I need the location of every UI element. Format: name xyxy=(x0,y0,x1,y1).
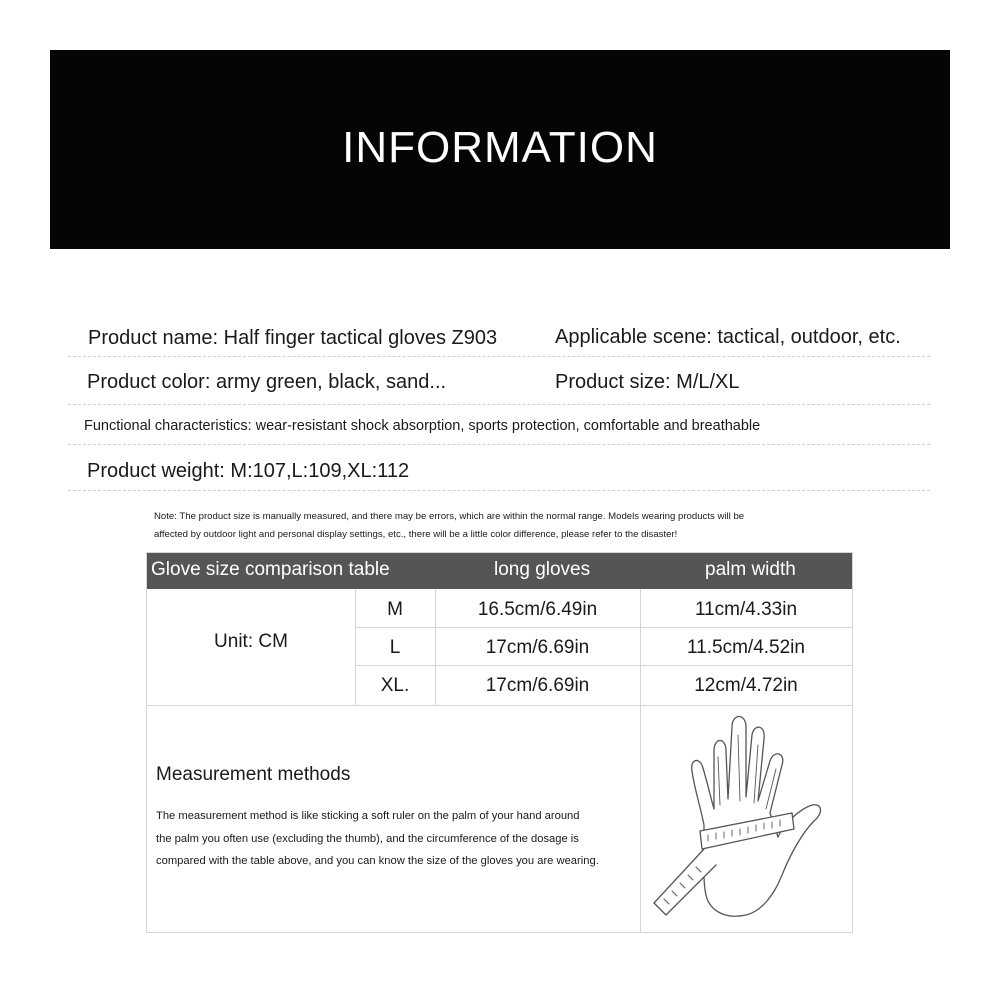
product-size: Product size: M/L/XL xyxy=(555,371,740,393)
measurement-line-3: compared with the table above, and you can know the size of the gloves you are wearing. xyxy=(156,855,599,867)
glove-size-table xyxy=(146,552,853,933)
palm-width-cell: 11cm/4.33in xyxy=(694,599,798,620)
unit-label: Unit: CM xyxy=(214,631,288,652)
palm-width-cell: 12cm/4.72in xyxy=(694,675,798,696)
note-line-2: affected by outdoor light and personal display settings, etc., there will be a little color difference, please refer to the disaster! xyxy=(154,529,678,540)
measurement-line-1: The measurement method is like sticking a soft ruler on the palm of your hand around xyxy=(156,810,580,822)
divider xyxy=(68,444,930,445)
product-name: Product name: Half finger tactical gloves Z903 xyxy=(88,327,498,349)
divider xyxy=(355,665,852,666)
palm-width-cell: 11.5cm/4.52in xyxy=(687,637,805,658)
functional-characteristics: Functional characteristics: wear-resistant shock absorption, sports protection, comfortable and breathable xyxy=(84,418,761,434)
divider xyxy=(68,404,930,405)
measurement-title: Measurement methods xyxy=(156,764,351,785)
long-gloves-cell: 16.5cm/6.49in xyxy=(477,599,598,620)
product-weight: Product weight: M:107,L:109,XL:112 xyxy=(87,460,410,482)
measurement-line-2: the palm you often use (excluding the thumb), and the circumference of the dosage is xyxy=(156,832,579,845)
divider xyxy=(355,627,852,628)
measurement-description xyxy=(156,805,656,873)
divider xyxy=(68,490,930,491)
header-long-gloves: long gloves xyxy=(494,559,591,580)
applicable-scene: Applicable scene: tactical, outdoor, etc. xyxy=(555,326,901,348)
size-cell: XL. xyxy=(380,675,410,696)
note-line-1: Note: The product size is manually measured, and there may be errors, which are within the normal range. Models wearing products will be xyxy=(154,511,745,522)
size-cell: M xyxy=(387,599,403,620)
header-palm-width: palm width xyxy=(705,559,796,580)
product-color: Product color: army green, black, sand... xyxy=(87,371,447,393)
long-gloves-cell: 17cm/6.69in xyxy=(485,675,590,696)
disclaimer-note xyxy=(154,508,854,544)
divider xyxy=(68,356,930,357)
size-cell: L xyxy=(389,637,401,658)
header-table-title: Glove size comparison table xyxy=(151,559,390,580)
table-header xyxy=(147,553,852,589)
banner-title: INFORMATION xyxy=(342,123,658,172)
hand-measuring-tape-icon xyxy=(642,705,852,931)
information-banner xyxy=(50,50,950,249)
long-gloves-cell: 17cm/6.69in xyxy=(485,637,590,658)
